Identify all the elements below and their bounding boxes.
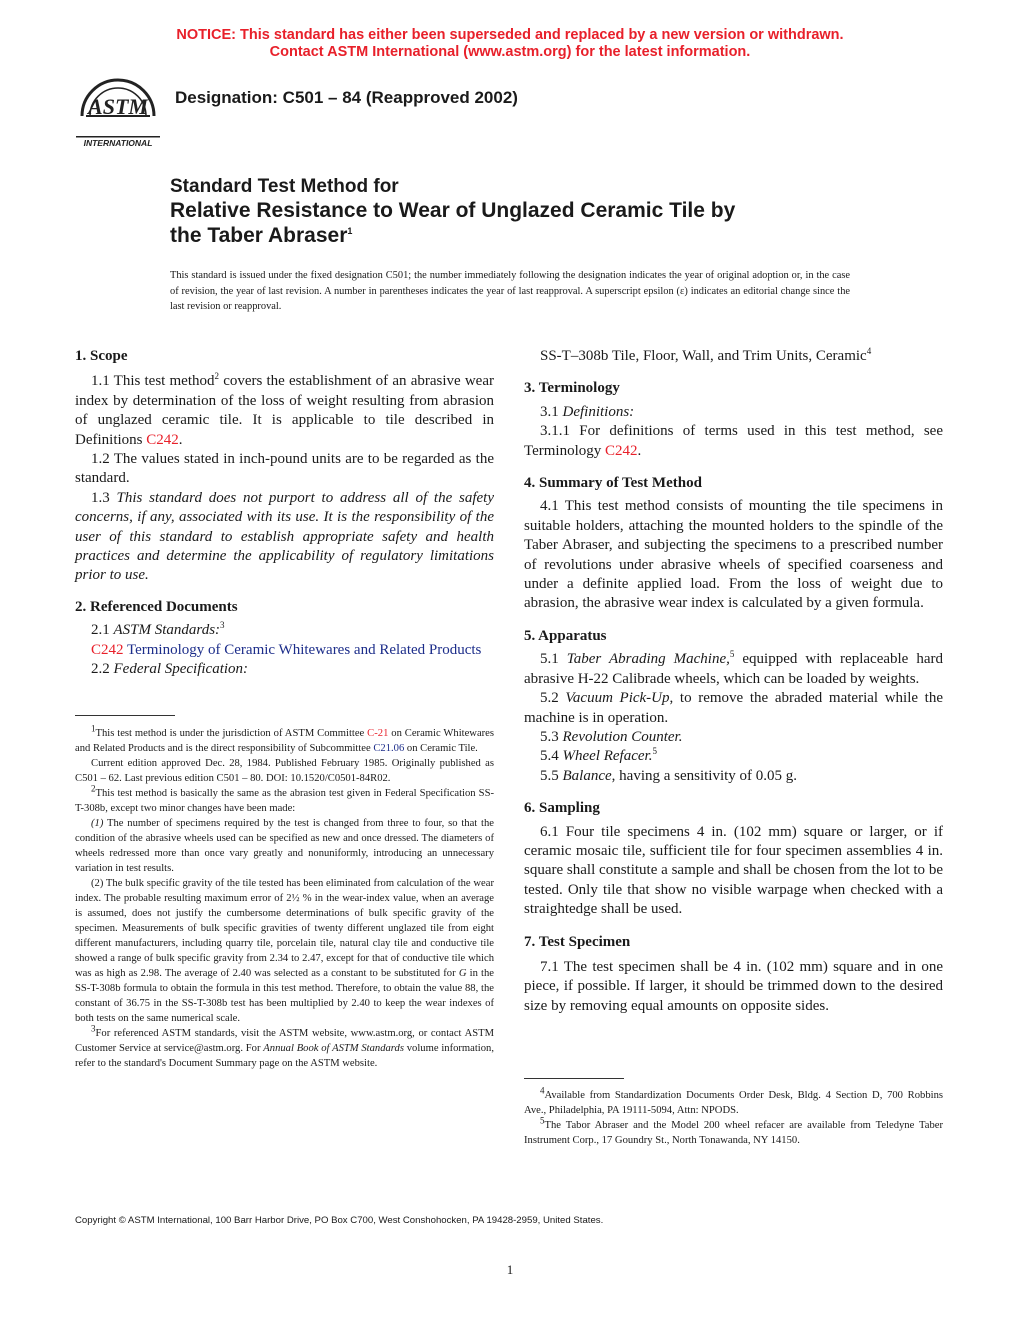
footnote-2-item-2: (2) The bulk specific gravity of the tile tested has been eliminated from calculation of the wear index. The probable resulting maximum error of 2½ % in the wear-index value, when an average is assumed, does not justify the cumbersome determinations of bulk specific gravity of the specimen. Measurements of bulk specific gravities of twenty different unglazed tile from eight different manufacturers, including quarry tile, porcelain tile, natural clay tile and conductive tile showed a range of bulk specific gravity from 2.34 to 2.47, except for that of conductive tile which was as high as 2.98. The average of 2.40 was selected as a constant to be substituted for G in the SS-T-308b formula to obtain the formula in this test method. Therefore, to obtain the value 88, the constant of 36.75 in the SS-T-308b test has been multiplied by 2.40 to keep the wear indexes of both tests on the same numerical scale. xyxy=(75,878,495,1024)
copyright-notice: Copyright © ASTM International, 100 Barr Harbor Drive, PO Box C700, West Conshohocken, PA 19428-2959, United States. xyxy=(75,1215,604,1226)
link-c242-terminology[interactable]: C242 xyxy=(605,442,638,459)
page-number: 1 xyxy=(506,1262,514,1277)
section-heading-summary: 4. Summary of Test Method xyxy=(524,475,702,492)
section-heading-scope: 1. Scope xyxy=(75,348,128,364)
astm-logo xyxy=(76,76,160,148)
issuance-statement: This standard is issued under the fixed designation C501; the number immediately following the designation indicates the year of original adoption or, in the case of revision, the year of last revision. A number in parentheses indicates the year of last reapproval. A superscript epsilon (ε) indicates an editorial change since the last revision or reapproval. xyxy=(170,270,850,312)
footnote-divider-right xyxy=(524,1078,624,1079)
paragraph-7-1: 7.1 The test specimen shall be 4 in. (102 mm) square and in one piece, if possible. If larger, it should be trimmed down to the desired size by removing equal amounts on opposite sides. xyxy=(524,958,943,1014)
supersede-notice xyxy=(0,27,1020,61)
document-title xyxy=(170,176,735,248)
federal-spec-item: SS-T–308b Tile, Floor, Wall, and Trim Units, Ceramic$^4$ xyxy=(540,346,872,364)
title-footnote-ref[interactable]: 1 xyxy=(347,226,353,236)
footnotes-right xyxy=(524,1085,943,1148)
section-heading-sampling: 6. Sampling xyxy=(524,800,600,817)
paragraph-2-2: 2.2 Federal Specification: xyxy=(91,661,249,678)
section-heading-terminology: 3. Terminology xyxy=(524,380,620,397)
section-heading-specimen: 7. Test Specimen xyxy=(524,933,631,950)
logo-subtext: INTERNATIONAL xyxy=(83,138,153,148)
footnote-divider-left xyxy=(75,715,175,716)
section-heading-apparatus: 5. Apparatus xyxy=(524,627,607,644)
link-committee-c21[interactable]: C-21 xyxy=(367,728,389,739)
section-heading-referenced: 2. Referenced Documents xyxy=(75,598,238,615)
paragraph-1-3: 1.3 This standard does not purport to address all of the safety concerns, if any, associated with its use. It is the responsibility of the user of this standard to establish appropriate safety and health practices and determine the applicability of regulatory limitations prior to use. xyxy=(75,489,495,584)
footnote-1-edition: Current edition approved Dec. 28, 1984. Published February 1985. Originally published as C501 – 62. Last previous edition C501 – 80. DOI: 10.1520/C0501-84R02. xyxy=(75,758,494,784)
paragraph-3-1-1: 3.1.1 For definitions of terms used in this test method, see Terminology C242. xyxy=(524,423,943,459)
title-line-1: Standard Test Method for xyxy=(170,176,399,197)
footnote-5: $^5$The Tabor Abraser and the Model 200 wheel refacer are available from Teledyne Taber Instrument Corp., 17 Goundry St., North Tonawanda, NY 14150. xyxy=(524,1115,943,1146)
footnote-3: $^3$For referenced ASTM standards, visit the ASTM website, www.astm.org, or contact ASTM Customer Service at service@astm.org. For Annual Book of ASTM Standards volume information, refer to the standard's Document Summary page on the ASTM website. xyxy=(75,1023,494,1069)
right-column xyxy=(524,347,943,1016)
footnote-4: $^4$Available from Standardization Documents Order Desk, Bldg. 4 Section D, 700 Robbins Ave., Philadelphia, PA 19111-5094, Attn: NPODS. xyxy=(524,1085,943,1116)
title-line-3: the Taber Abraser$^1$ xyxy=(170,224,353,247)
paragraph-5-1: 5.1 Taber Abrading Machine,$^5$ equipped with replaceable hard abrasive H-22 Calibrade wheels, which can be loaded by weights. xyxy=(524,649,943,687)
paragraph-5-2: 5.2 Vacuum Pick-Up, to remove the abraded material while the machine is in operation. xyxy=(524,690,944,726)
footnote-2-item-1: (1) The number of specimens required by the test is changed from three to four, so that the condition of the abrasive wheels used can be specified as new and once dressed. The diameters of wheels redressed more than once vary greatly and nonuniformly, introducing an unnecessary variation in test results. xyxy=(75,818,494,874)
paragraph-1-2: 1.2 The values stated in inch-pound units are to be regarded as the standard. xyxy=(75,451,494,487)
logo-text: ASTM xyxy=(88,94,148,119)
designation: Designation: C501 – 84 (Reapproved 2002) xyxy=(175,88,518,107)
paragraph-2-1: 2.1 ASTM Standards:$^3$ xyxy=(91,620,225,639)
footnotes-left xyxy=(75,723,495,1071)
paragraph-5-4: 5.4 Wheel Refacer.$^5$ xyxy=(540,746,657,765)
title-line-2: Relative Resistance to Wear of Unglazed Ceramic Tile by xyxy=(170,199,736,222)
left-column xyxy=(75,347,494,680)
notice-line-2: Contact ASTM International (www.astm.org) for the latest information. xyxy=(269,44,751,60)
paragraph-3-1: 3.1 Definitions: xyxy=(540,403,635,420)
paragraph-6-1: 6.1 Four tile specimens 4 in. (102 mm) square or larger, or if ceramic mosaic tile, sufficient tile for four specimen assemblies 4 in. square shall constitute a sample and shall be chosen from the lot to be tested. Only tile that show no visible warpage when checked with a straightedge shall be used. xyxy=(524,823,943,918)
footnote-2: $^2$This test method is basically the same as the abrasion test given in Federal Specification SS-T-308b, except two minor changes have been made: xyxy=(75,783,494,814)
link-c242[interactable]: C242 xyxy=(146,431,179,448)
paragraph-4-1: 4.1 This test method consists of mounting the tile specimens in suitable holders, attaching the mounted holders to the spindle of the Taber Abraser, and subjecting the specimens to a prescribed number of revolutions under abrasive wheels of specified coarseness and under a definite applied load. From the loss of weight due to abrasion, the abrasive wear index is calculated by a given formula. xyxy=(524,498,943,612)
link-subcommittee-c2106[interactable]: C21.06 xyxy=(373,743,405,754)
footnote-1: $^1$This test method is under the jurisdiction of ASTM Committee C-21 on Ceramic Whitewares and Related Products and is the direct responsibility of Subcommittee C21.06 on Ceramic Tile. xyxy=(75,723,494,754)
paragraph-5-3: 5.3 Revolution Counter. xyxy=(540,728,683,745)
paragraph-5-5: 5.5 Balance, having a sensitivity of 0.05 g. xyxy=(540,767,798,784)
paragraph-1-1: 1.1 This test method$^2$ covers the establishment of an abrasive wear index by determination of the loss of weight resulting from abrasion of unglazed ceramic tile. It is applicable to tile described in Definitions C242. xyxy=(75,371,494,448)
notice-line-1: NOTICE: This standard has either been superseded and replaced by a new version or withdrawn. xyxy=(176,27,844,43)
astm-logo-icon xyxy=(76,76,160,148)
reference-c242[interactable]: C242 Terminology of Ceramic Whitewares and Related Products xyxy=(91,641,482,658)
